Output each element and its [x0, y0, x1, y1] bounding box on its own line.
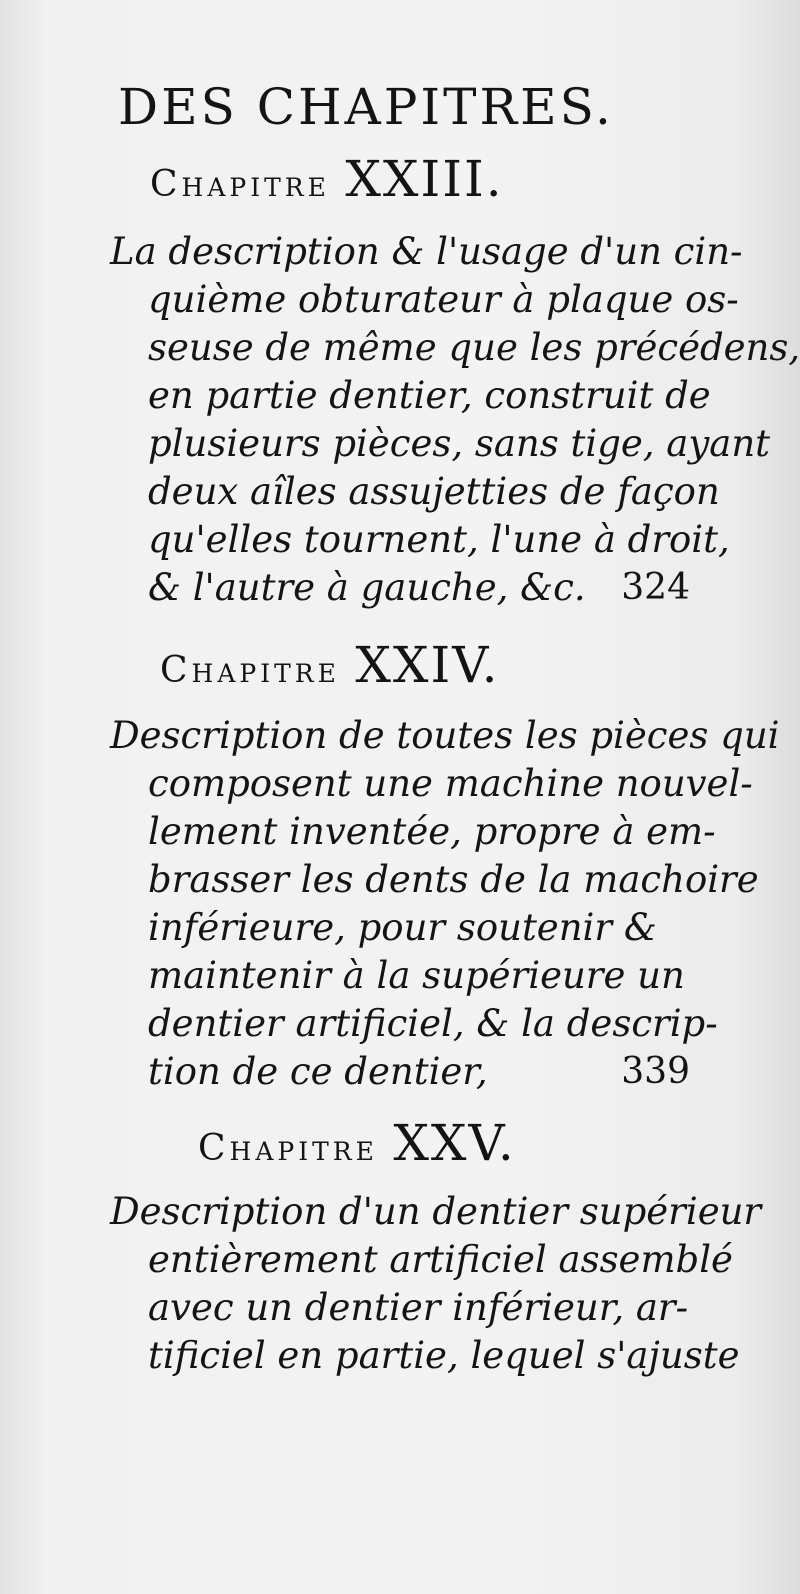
chapter-numeral: XXIV. [355, 636, 500, 694]
description-line: seuse de même que les précédens, [148, 326, 800, 369]
chapter-description-xxiv [110, 712, 780, 1096]
chapter-label: Chapitre [198, 1128, 378, 1169]
page-number: 339 [621, 1051, 690, 1092]
chapter-label: Chapitre [160, 650, 340, 691]
description-line: dentier artificiel, & la descrip- [148, 1002, 718, 1045]
page-number: 324 [621, 567, 690, 608]
chapter-numeral: XXV. [393, 1114, 516, 1172]
chapter-numeral: XXIII. [345, 150, 504, 208]
description-line: entièrement artificiel assemblé [148, 1238, 733, 1281]
chapter-heading-xxv [198, 1114, 516, 1172]
description-line: plusieurs pièces, sans tige, ayant [148, 422, 771, 465]
description-line-text: & l'autre à gauche, &c. [148, 566, 586, 609]
description-line: quième obturateur à plaque os- [148, 278, 739, 321]
description-line-text: tion de ce dentier, [148, 1050, 488, 1093]
description-line: inférieure, pour soutenir & [148, 906, 657, 949]
description-line: deux aîles assujetties de façon [148, 470, 720, 513]
description-line: Description de toutes les pièces qui [110, 714, 780, 757]
description-line: Description d'un dentier supérieur [110, 1190, 762, 1233]
description-line: qu'elles tournent, l'une à droit, [148, 518, 730, 561]
description-line [110, 1048, 690, 1096]
description-line: brasser les dents de la machoire [148, 858, 759, 901]
chapter-description-xxv [110, 1188, 762, 1380]
chapter-heading-xxiii [150, 150, 504, 208]
description-line: composent une machine nouvel- [148, 762, 753, 805]
chapter-label: Chapitre [150, 164, 330, 205]
running-header: DES CHAPITRES. [118, 78, 614, 136]
description-line: tificiel en partie, lequel s'ajuste [148, 1334, 740, 1377]
chapter-description-xxiii [110, 228, 800, 612]
chapter-heading-xxiv [160, 636, 500, 694]
description-line: lement inventée, propre à em- [148, 810, 716, 853]
description-line: avec un dentier inférieur, ar- [148, 1286, 689, 1329]
description-line: La description & l'usage d'un cin- [110, 230, 743, 273]
description-line: maintenir à la supérieure un [148, 954, 685, 997]
description-line: en partie dentier, construit de [148, 374, 711, 417]
description-line [110, 564, 690, 612]
